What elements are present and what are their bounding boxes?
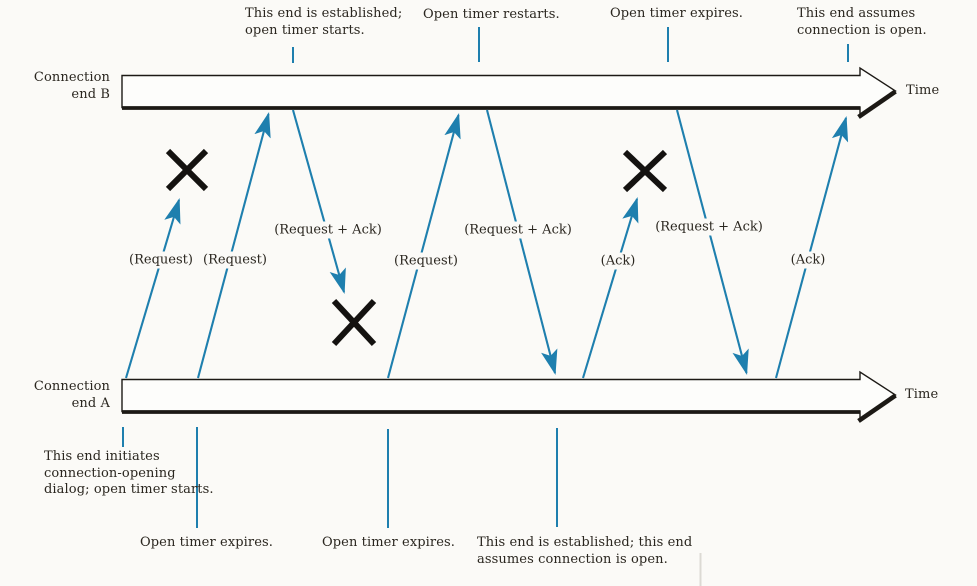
annotation-a-timer-expires-1 <box>140 535 273 552</box>
message-arrow-request-ack-3 <box>677 110 747 373</box>
message-arrows <box>126 110 846 378</box>
annotation-line: open timer starts. <box>245 22 365 38</box>
message-arrow-request-ack-1-lost <box>293 110 344 292</box>
timeline-b-label-line2: end B <box>71 86 110 102</box>
annotation-line: This end is established; <box>245 6 403 21</box>
annotation-line: Open timer expires. <box>322 535 456 550</box>
message-label-ack-1: (Ack) <box>598 253 639 270</box>
lost-x-icon <box>168 151 206 189</box>
annotation-b-assumes-open <box>797 6 927 39</box>
message-arrow-request-1-lost <box>126 200 179 378</box>
timeline-b-label <box>28 70 110 103</box>
annotation-line: assumes connection is open. <box>477 551 668 567</box>
message-label-request-ack-1: (Request + Ack) <box>271 222 385 239</box>
annotation-line: dialog; open timer starts. <box>44 482 214 498</box>
annotation-line: This end is established; this end <box>477 535 693 550</box>
annotation-line: Open timer expires. <box>140 535 274 550</box>
annotation-b-timer-restarts <box>423 7 560 24</box>
message-label-request-1: (Request) <box>126 252 196 269</box>
message-label-request-ack-2: (Request + Ack) <box>461 222 575 239</box>
annotation-a-initiates <box>44 449 214 499</box>
timeline-a-arrow <box>122 372 896 421</box>
annotation-b-timer-expires <box>610 6 743 23</box>
lost-x-icon <box>334 301 374 344</box>
timeline-a-label <box>28 379 110 412</box>
message-arrow-request-3 <box>388 115 459 378</box>
lost-x-marks <box>168 151 665 344</box>
message-arrow-request-ack-2 <box>487 110 555 373</box>
message-label-request-ack-3: (Request + Ack) <box>652 219 766 236</box>
annotation-line: Open timer restarts. <box>423 7 560 22</box>
annotation-line: connection is open. <box>797 22 927 38</box>
message-label-ack-2: (Ack) <box>788 252 829 269</box>
annotation-line: This end assumes <box>797 6 916 21</box>
annotation-line: Open timer expires. <box>610 6 744 21</box>
message-label-request-3: (Request) <box>391 253 461 270</box>
message-arrow-ack-2 <box>776 118 846 378</box>
annotation-line: This end initiates <box>44 449 160 464</box>
time-label-b: Time <box>906 83 940 98</box>
timeline-b-arrow <box>122 68 896 117</box>
timeline-a-label-line2: end A <box>71 395 110 411</box>
timeline-a-label-line1: Connection <box>33 379 110 394</box>
lost-x-icon <box>625 152 665 190</box>
annotation-a-timer-expires-2 <box>322 535 455 552</box>
message-arrow-request-2 <box>198 114 269 378</box>
annotation-line: connection-opening <box>44 465 176 481</box>
annotation-a-established <box>477 535 692 568</box>
message-arrow-ack-1-lost <box>583 199 637 378</box>
timeline-b-label-line1: Connection <box>33 70 110 85</box>
annotation-b-established <box>245 6 402 39</box>
message-label-request-2: (Request) <box>200 252 270 269</box>
time-label-a: Time <box>905 387 939 402</box>
